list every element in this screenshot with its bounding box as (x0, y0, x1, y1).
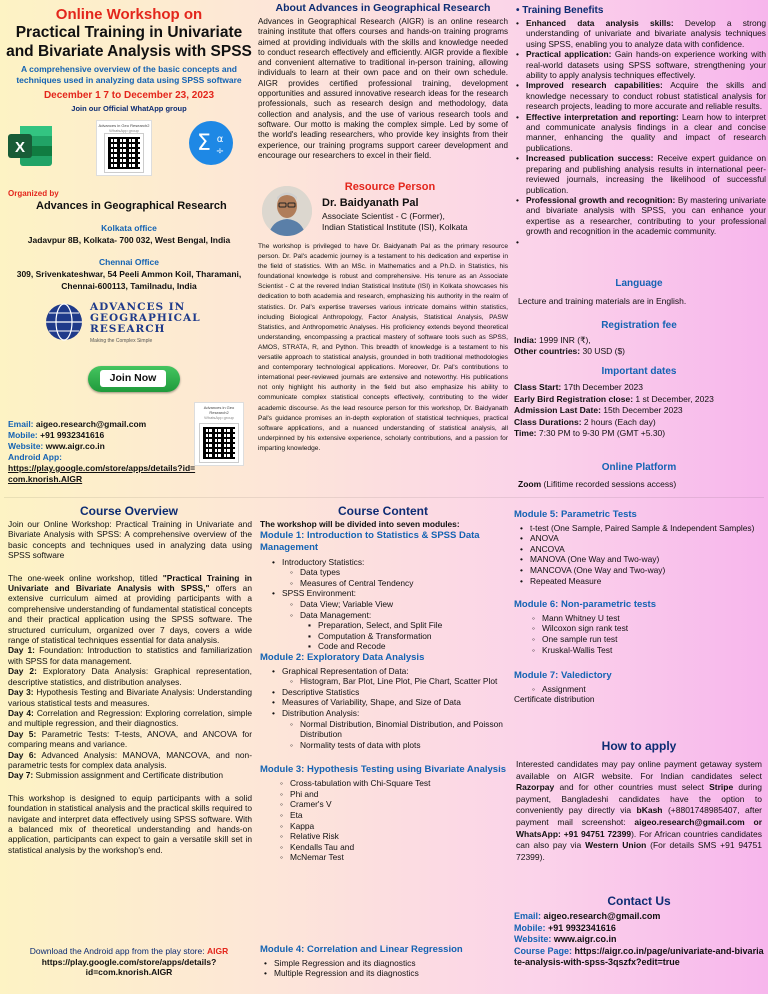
module-2-list (270, 666, 510, 751)
resource-person-role-1: Associate Scientist - C (Former), (322, 211, 445, 221)
left-mobile: +91 9932341616 (40, 430, 105, 440)
overview-day: Day 7: Submission assignment and Certificate distribution (8, 770, 224, 781)
logo-line-3: RESEARCH (90, 323, 166, 335)
chennai-office-heading: Chennai Office (99, 257, 159, 267)
module-1-subitem: ◦ Data Management: ▪ Preparation, Select, and Split File ▪ Computation & Transformation ▪ Code and Recode (290, 610, 510, 652)
module-5-item: • ANCOVA (518, 544, 764, 555)
module-4-item: • Multiple Regression and its diagnostics (262, 968, 510, 979)
date-row: Class Start: 17th December 2023 (514, 382, 643, 392)
logo-line-1: ADVANCES IN (90, 301, 186, 313)
about-text: Advances in Geographical Research (AIGR) is an online research training institute that offers courses and hands-on training programs aimed at providing individuals with the skills and knowledge needed to conduct research effectively and efficiently. AIGR provide a flexible and convenient alternative to traditional in-person training, allowing individuals to learn at their own pace and on their own schedule. AIGR provides certified professional training, development opportunities and assured innovative research ideas for the research professionals, such as research design and methodology, data collection and analysis, and the use of various research tools and software. Our motto is making the complex simple. Led by some of the world's leading researchers, who provide key insights from their experience, our training programs support career development and encourage our researchers to excel in their field. (258, 17, 508, 160)
contact-mobile: +91 9932341616 (548, 922, 616, 933)
fee-india-label: India: (514, 335, 537, 345)
how-to-apply-heading: How to apply (601, 739, 677, 753)
contact-block (514, 911, 766, 969)
join-now-label-box: Join Now (100, 370, 166, 387)
overview-intro: Join our Online Workshop: Practical Training in Univariate and Bivariate Analysis with SPSS: A comprehensive overview of the basic concepts and techniques used in analyzing data using SPSS software (8, 519, 252, 561)
content-intro: The workshop will be divided into seven modules: (260, 519, 460, 529)
resource-person-heading: Resource Person (344, 181, 436, 193)
module-3-heading: Module 3: Hypothesis Testing using Bivariate Analysis (260, 764, 506, 776)
how-to-apply-text: Interested candidates may pay online payment getaway system available on AIGR website. For Indian candidates select Razorpay and for other countries must select Stripe during payment, Bangladeshi candidates have the option to conveniently pay directly via bKash (+8801748985407, after payment mail screenshot: aigeo.research@gmail.com or WhatsApp: +91 94751 72399). For African countries candidates can also pay via Western Union (For details SMS +91 94751 72399). (516, 759, 762, 862)
module-5-item: • t-test (One Sample, Paired Sample & Independent Samples) (518, 523, 764, 534)
module-1-subsubitem: ▪ Computation & Transformation (308, 631, 510, 642)
fee-other: 30 USD ($) (580, 346, 625, 356)
module-6-item: ◦ Mann Whitney U test (532, 613, 764, 624)
overview-paragraph: The one-week online workshop, titled "Practical Training in Univariate and Bivariate Analysis with SPSS," offers an extensive curriculum aimed at providing participants with a comprehensive understanding of fundamental statistical concepts and their practical application using the SPSS software. The structured curriculum, organized over 7 days, covers a wide range of statistical techniques essential for data analysis. (8, 572, 253, 646)
overview-closing: This workshop is designed to equip participants with a solid foundation in statistical analysis and the practical skills required to navigate and interpret data effectively using SPSS software. With a balanced mix of theoretical understanding and hands-on application, participants can expect to gain a versatile skill set in statistical analysis by the workshop's end. (8, 792, 252, 855)
left-website-label: Website: (8, 441, 44, 451)
kolkata-office-heading: Kolkata office (101, 223, 157, 233)
module-7-heading: Module 7: Valedictory (514, 670, 612, 682)
platform-detail: (Lifitime recorded sessions access) (541, 479, 677, 489)
poster-subtitle: A comprehensive overview of the basic concepts and techniques used in analyzing data using SPSS software (16, 64, 242, 85)
overview-day: Day 5: Parametric Tests: T-tests, ANOVA, and ANCOVA for comparing means and variance. (8, 728, 253, 750)
organized-by-label: Organized by (8, 189, 59, 198)
download-app-block (4, 946, 254, 978)
module-3-item: ◦ Phi and (280, 789, 510, 800)
module-3-item: ◦ Kappa (280, 821, 510, 832)
whatsapp-qr-code-2[interactable] (194, 402, 244, 466)
module-1-list (270, 557, 510, 652)
date-row: Time: 7:30 PM to 9-30 PM (GMT +5.30) (514, 428, 666, 438)
module-2-item: • Descriptive Statistics (270, 687, 510, 698)
globe-logo-icon (44, 302, 84, 342)
language-text: Lecture and training materials are in English. (518, 296, 687, 306)
module-5-list (518, 523, 764, 587)
contact-course-url[interactable]: https://aigr.co.in/page/univariate-and-bivariate-analysis-with-spss-3qszfx?edit=true (514, 945, 764, 968)
language-heading: Language (615, 278, 663, 289)
poster-title-block (4, 6, 254, 113)
whatsapp-qr-code[interactable] (96, 120, 152, 176)
left-mobile-label: Mobile: (8, 430, 38, 440)
aigr-logo (44, 300, 212, 348)
platform-name: Zoom (518, 479, 542, 489)
qr-caption: Advances in Geo Research2 (98, 123, 150, 128)
left-android-label: Android App: (8, 452, 62, 462)
poster-title-line1: Online Workshop on (55, 6, 203, 23)
overview-day: Day 6: Advanced Analysis: MANOVA, MANCOVA, and non-parametric tests for complex data analysis. (8, 749, 252, 770)
training-benefits-list (514, 18, 766, 237)
course-overview-body (8, 519, 252, 855)
resource-person-bio: The workshop is privileged to have Dr. Baidyanath Pal as the primary resource person. Dr. Pal's academic journey is a testament to his dedication and expertise in the field of statistics. With an MSc. in Mathematics and a Ph.D. in Statistics, his foundational knowledge is robust and comprehensive. His tenure as an Associate Scientist - C at the revered Indian Statistical Institute (ISI) in Kolkata showcases his dedication to both academia and research, emphasizing his authority in the realm of statistics. Dr. Pal's expertise traverses various intricate domains within statistics, including Biological Anthropology, Factor Analysis, Statistical Analysis, PASW Statistics, and Anthropometric Analyses. His proficiency extends beyond theoretical understanding, encompassing a practical mastery of software tools such as SPSS, AMOS, STRATA, R, and Python. This breadth of knowledge is a testament to his versatile approach to statistical analysis, grounded in both traditional methodologies and contemporary technological applications. Moreover, Dr. Pal's contributions to international peer-reviewed journals are extensive and noteworthy. His publications not only highlight his authority in the field but also emphasize his ability to communicate complex statistical concepts effectively, contributing to the wider academic discourse. As the lead resource person for this workshop, Dr. Baidyanath Pal's guidance promises an in-depth exploration of statistical techniques, practical software applications, and a nuanced understanding of statistical analysis, all underpinned by his extensive experience, scholarly contributions, and a passion for imparting knowledge. (258, 243, 508, 452)
module-4-heading: Module 4: Correlation and Linear Regression (260, 944, 463, 955)
training-benefits-heading: • Training Benefits (516, 5, 604, 16)
workshop-dates: December 1 7 to December 23, 2023 (43, 90, 215, 101)
course-content-body (260, 519, 510, 863)
about-heading: About Advances in Geographical Research (275, 2, 491, 14)
download-app-name: AIGR (206, 946, 229, 956)
module-1-item: • Introductory Statistics: ◦ Data types ◦ Measures of Central Tendency (270, 557, 510, 589)
contact-course-label: Course Page: (514, 945, 575, 956)
benefit-item: • Enhanced data analysis skills: Develop a strong understanding of univariate and bivariate analysis techniques using SPSS, enabling you to analyze data with confidence. (514, 18, 766, 49)
registration-fee-heading: Registration fee (601, 320, 677, 331)
excel-icon (8, 124, 54, 168)
contact-website-label: Website: (514, 934, 554, 945)
module-7-item: ◦ Assignment (532, 684, 764, 695)
section-divider (4, 497, 764, 498)
module-3-item: ◦ Relative Risk (280, 831, 510, 842)
module-3-item: ◦ Kendalls Tau and (280, 842, 510, 853)
module-5-item: • MANOVA (One Way and Two-way) (518, 554, 764, 565)
left-website[interactable]: www.aigr.co.in (45, 441, 105, 451)
qr2-caption-2: WhatsApp group (204, 415, 234, 420)
module-1-subsubitem: ▪ Preparation, Select, and Split File (308, 620, 510, 631)
benefit-item: • Professional growth and recognition: By mastering univariate and bivariate analysis with SPSS, you can enhance your expertise as a researcher, contributing to your professional growth and recognition in the academic community. (514, 195, 766, 237)
module-2-subitem: ◦ Histogram, Bar Plot, Line Plot, Pie Chart, Scatter Plot (290, 676, 510, 687)
module-2-item: • Measures of Variability, Shape, and Size of Data (270, 697, 510, 708)
module-1-item: • SPSS Environment: ◦ Data View; Variable View ◦ Data Management: ▪ Preparation, Select, and Split File ▪ Computation & Transformation ▪ Code and Recode (270, 588, 510, 652)
module-5-item: • ANOVA (518, 533, 764, 544)
date-row: Early Bird Registration close: 1 st December, 2023 (514, 393, 714, 404)
left-email[interactable]: aigeo.research@gmail.com (35, 419, 147, 429)
module-6-list (532, 613, 764, 655)
module-5-item: • Repeated Measure (518, 576, 764, 587)
benefit-item: • Practical application: Gain hands-on experience working with real-world datasets using SPSS software, strengthening your ability to apply analysis techniques effectively. (514, 49, 766, 80)
module-6-item: ◦ Wilcoxon sign rank test (532, 623, 764, 634)
online-platform-text (518, 479, 676, 489)
contact-website[interactable]: www.aigr.co.in (553, 934, 617, 945)
date-row: Admission Last Date: 15th December 2023 (514, 405, 683, 415)
svg-text:Σ: Σ (197, 131, 211, 156)
qr-caption-2: WhatsApp group (109, 128, 139, 133)
module-3-item: ◦ McNemar Test (280, 852, 510, 863)
chennai-office-address: 309, Srivenkateshwar, 54 Peeli Ammon Koil, Tharamani, Chennai-600113, Tamilnadu, India (16, 269, 242, 291)
module-2-item: • Graphical Representation of Data: ◦ Histogram, Bar Plot, Line Plot, Pie Chart, Scatter Plot (270, 666, 510, 687)
benefit-item: • Increased publication success: Receive expert guidance on preparing and publishing analysis results in international peer-reviewed journals, increasing the likelihood of successful publication. (514, 153, 766, 195)
kolkata-office-address: Jadavpur 8B, Kolkata- 700 032, West Bengal, India (27, 235, 231, 245)
poster-title-line2: Practical Training in Univariate (15, 24, 243, 41)
important-dates-list (514, 382, 714, 440)
module-2-heading: Module 2: Exploratory Data Analysis (260, 651, 425, 663)
date-row: Class Durations: 2 hours (Each day) (514, 416, 656, 427)
left-contact-block (8, 419, 198, 485)
module-3-list (280, 778, 510, 863)
office-block (4, 223, 254, 292)
poster-title-line3: and Bivariate Analysis with SPSS (6, 43, 252, 60)
course-overview-heading: Course Overview (79, 504, 179, 518)
contact-us-heading: Contact Us (607, 894, 671, 908)
download-app-text: Download the Android app from the play store: (29, 946, 207, 956)
module-7-list (532, 684, 764, 695)
module-4-list (262, 958, 510, 979)
fee-india: 1999 INR (₹), (536, 335, 591, 345)
qr2-pattern (200, 424, 238, 462)
online-platform-heading: Online Platform (601, 462, 677, 473)
statistics-sigma-icon (188, 120, 234, 166)
overview-day: Day 4: Correlation and Regression: Exploring correlation, simple and multiple regression, and their diagnostics. (8, 707, 252, 729)
module-6-heading: Module 6: Non-parametric tests (514, 599, 656, 611)
module-3-item: ◦ Cramer's V (280, 799, 510, 810)
module-4-item: • Simple Regression and its diagnostics (262, 958, 510, 969)
module-5-heading: Module 5: Parametric Tests (514, 509, 637, 520)
resource-person-role-2: Indian Statistical Institute (ISI), Kolkata (322, 222, 468, 232)
module-1-subitem: ◦ Data types (290, 567, 510, 578)
overview-day: Day 2: Exploratory Data Analysis: Graphical representation, descriptive statistics, and distribution analyses. (8, 666, 252, 687)
module-4-block (260, 945, 510, 979)
module-1-subitem: ◦ Data View; Variable View (290, 599, 510, 610)
left-email-label: Email: (8, 419, 34, 429)
qr2-caption: Advances in Geo Research2 (203, 405, 235, 415)
module-2-subitem: ◦ Normal Distribution, Binomial Distribution, and Poisson Distribution (290, 719, 510, 740)
module-1-subsubitem: ▪ Code and Recode (308, 641, 510, 652)
benefit-item: • Improved research capabilities: Acquire the skills and knowledge necessary to conduct robust statistical analysis for research projects, leading to more accurate and reliable results. (514, 80, 766, 111)
svg-text:X: X (14, 139, 26, 156)
svg-text:÷: ÷ (215, 146, 225, 157)
resource-person-photo (262, 186, 312, 236)
svg-text:α: α (216, 134, 224, 145)
module-2-item: • Distribution Analysis: ◦ Normal Distribution, Binomial Distribution, and Poisson Distribution ◦ Normality tests of data with plots (270, 708, 510, 750)
module-7-extra: Certificate distribution (514, 694, 595, 705)
contact-email-label: Email: (514, 911, 544, 921)
fee-other-label: Other countries: (514, 346, 581, 356)
module-6-item: ◦ One sample run test (532, 634, 764, 645)
contact-email[interactable]: aigeo.research@gmail.com (543, 911, 661, 921)
resource-person-info (322, 197, 512, 232)
module-1-heading: Module 1: Introduction to Statistics & SPSS Data Management (260, 529, 480, 553)
module-1-subitem: ◦ Measures of Central Tendency (290, 578, 510, 589)
resource-person-name: Dr. Baidyanath Pal (322, 197, 419, 209)
fee-block (514, 335, 625, 357)
overview-day: Day 3: Hypothesis Testing and Bivariate Analysis: Understanding various statistical tests and measures. (8, 687, 253, 708)
module-5-item: • MANCOVA (One Way and Two-way) (518, 565, 764, 576)
modules-5-7-block (514, 510, 764, 705)
module-3-item: ◦ Eta (280, 810, 510, 821)
training-benefits-heading-text: Training Benefits (522, 5, 604, 16)
module-6-item: ◦ Kruskal-Wallis Test (532, 645, 764, 656)
course-content-heading: Course Content (338, 504, 428, 518)
module-2-subitem: ◦ Normality tests of data with plots (290, 740, 510, 751)
overview-day: Day 1: Foundation: Introduction to statistics and familiarization with SPSS for data management. (8, 645, 253, 666)
whatsapp-invite: Join our Official WhatApp group (71, 104, 187, 113)
organizer-name: Advances in Geographical Research (36, 200, 227, 212)
join-now-button[interactable] (88, 366, 180, 392)
benefit-item: • Effective interpretation and reporting: Learn how to interpret and communicate analysis findings in a clear and concise manner, enhancing the quality and impact of research publications. (514, 112, 766, 154)
logo-tagline: Making the Complex Simple (90, 338, 153, 344)
qr-pattern (105, 134, 143, 172)
module-3-item: ◦ Cross-tabulation with Chi-Square Test (280, 778, 510, 789)
download-app-url[interactable]: https://play.google.com/store/apps/details?id=com.knorish.AIGR (41, 956, 217, 977)
training-benefits-section (514, 5, 766, 237)
left-android-url[interactable]: https://play.google.com/store/apps/details?id=com.knorish.AIGR (8, 463, 196, 484)
logo-line-2: GEOGRAPHICAL (90, 312, 201, 324)
important-dates-heading: Important dates (601, 366, 677, 377)
contact-mobile-label: Mobile: (514, 922, 548, 933)
